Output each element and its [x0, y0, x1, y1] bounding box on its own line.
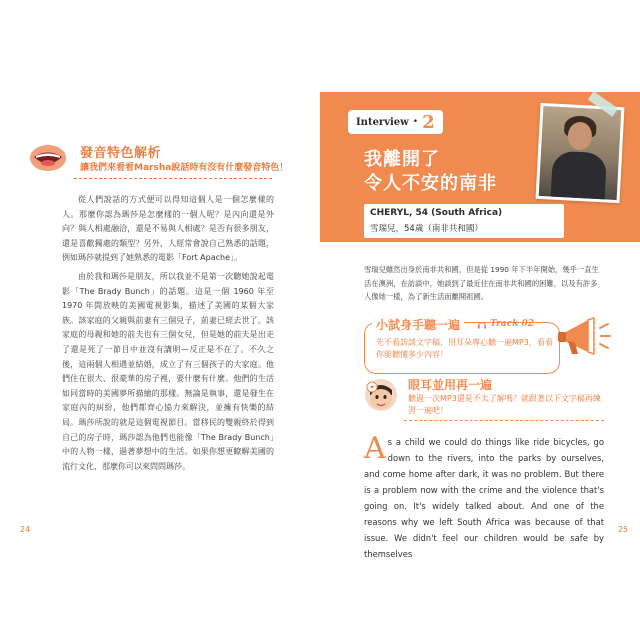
speaker-name-zh: 雪瑞兒，54歲（南非共和國） — [370, 224, 483, 234]
divider — [74, 178, 272, 179]
eye-title: 眼耳並用再一遍 — [408, 378, 493, 392]
divider — [404, 420, 604, 421]
speaker-name-en: CHERYL, 54 (South Africa) — [370, 208, 503, 218]
interview-label: Interview — [356, 116, 409, 128]
intro-paragraph: 雪瑞兒雖然出身於南非共和國，但是從 1990 年下半年開始，幾乎一直生活在澳洲，在訪談中，她談到了最近住在南非共和國的困難，以及有許多人像她一樣，為了新生活而離開祖國。 — [364, 265, 599, 301]
eye-instructions: 聽過一次MP3還是不太了解嗎？就跟著以下文字稿再練習一遍吧！ — [408, 394, 601, 415]
eye-ear-icon — [364, 378, 398, 412]
track-label: Track 02 — [490, 319, 534, 329]
drop-cap: A — [364, 431, 386, 466]
megaphone-icon — [554, 308, 614, 368]
right-page — [320, 0, 640, 640]
paragraph: 從人們說話的方式便可以得知這個人是一個怎麼樣的人。那麼你認為瑪莎是怎麼樣的一個人呢？是內向還是外向？與人相處融洽，還是不易與人相處？是否有很多朋友，還是喜歡獨處的類型？另外，人經常會說自己熟悉的話題，例如瑪莎就提到了她熟悉的電影「Fort Apache」。 — [62, 195, 274, 263]
headphones-icon — [477, 320, 487, 330]
section-subtitle: 讓我們來看看Marsha說話時有沒有什麼發音特色！ — [80, 163, 289, 173]
mouth-icon — [28, 138, 68, 178]
listen-title: 小試身手聽一遍 — [372, 316, 464, 333]
section-title: 發音特色解析 — [80, 146, 162, 161]
paragraph: 由於我和瑪莎是朋友，所以我並不是第一次聽她說起電影「The Brady Bunch」的話題。這是一個 1960 年至 1970 年間放映的美國電視影集，描述了美國的某個大家族。該家庭的父親與前妻有三個兒子，前妻已經去世了。該家庭的母親和她的前夫也有三個女兒，但是她的前夫是出走了還是死了一節目中並沒有講明—反正是不在了。不久之後，這兩個人相遇並結婚，成立了有三個孩子的大家庭。他們住在很大、很豪華的房子裡，要什麼有什麼。他們的生活如同當時的美國夢所描繪的那樣。無論是執事，還是發生在家庭內的糾紛，他們都齊心協力來解決，並擁有快樂的結局。瑪莎所說的就是這個電視節目。當移民的雙親終於得到自己的房子時，瑪莎認為他們也能像「The Brady Bunch」中的人物一樣，過著夢想中的生活。如果你想更瞭解美國的流行文化，那麼你可以來問問瑪莎。 — [62, 272, 274, 471]
interviewee-photo — [536, 103, 625, 203]
page-title: 我離開了 令人不安的南非 — [364, 149, 497, 194]
listen-instructions: 先不看訪談文字稿，用耳朵專心聽一遍MP3，看看你能聽懂多少內容！ — [376, 338, 553, 359]
page-number: 25 — [617, 525, 628, 534]
interview-badge — [348, 110, 443, 134]
interview-number: 2 — [422, 111, 435, 133]
interview-dot: • — [412, 117, 419, 127]
page-number: 24 — [20, 525, 31, 534]
transcript-text: As a child we could do things like ride bicycles, go down to the rivers, into the parks by ourselves, and come home after dark, it was no problem. But there is a problem now with the crime and the violence that's going on. It's widely talked about. And one of the reasons why we left South Africa was because of that issue. We didn't feel our children would be safe by themselves — [364, 431, 604, 559]
